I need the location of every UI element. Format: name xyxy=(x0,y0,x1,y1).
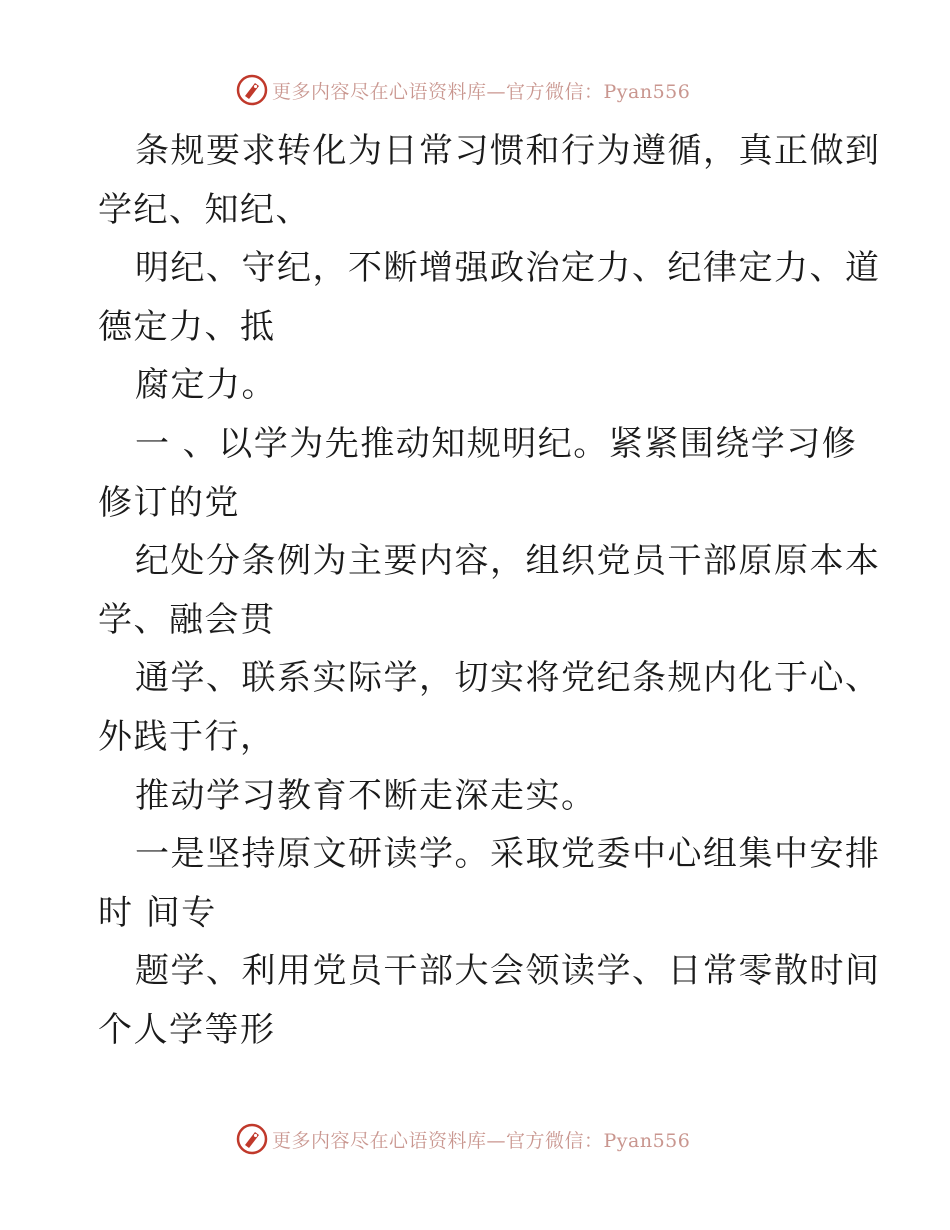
header-watermark xyxy=(236,73,690,107)
text-line: 明纪、守纪，不断增强政治定力、纪律定力、道 xyxy=(135,248,881,289)
text-line: 一 、以学为先推动知规明纪。紧紧围绕学习修 xyxy=(135,423,858,464)
text-line: 一是坚持原文研读学。采取党委中心组集中安排 xyxy=(135,834,881,875)
watermark-text: 更多内容尽在心语资料库—官方微信：Pyan556 xyxy=(272,1129,691,1152)
text-line: 题学、利用党员干部大会领读学、日常零散时间 xyxy=(135,951,881,992)
text-line: 学纪、知纪、 xyxy=(98,189,311,230)
pen-nib-logo-icon xyxy=(236,74,268,106)
pen-nib-logo-icon xyxy=(236,1123,268,1155)
text-line: 修订的党 xyxy=(98,482,240,523)
text-line: 学、融会贯 xyxy=(98,599,276,640)
footer-watermark xyxy=(236,1122,690,1156)
text-line: 腐定力。 xyxy=(135,365,277,406)
document-body xyxy=(98,122,881,1060)
text-line: 时 间专 xyxy=(98,892,217,933)
text-line: 外践于行， xyxy=(98,716,276,757)
text-line: 个人学等形 xyxy=(98,1009,276,1050)
text-line: 通学、联系实际学，切实将党纪条规内化于心、 xyxy=(135,658,881,699)
watermark-text: 更多内容尽在心语资料库—官方微信：Pyan556 xyxy=(272,80,691,103)
text-line: 德定力、抵 xyxy=(98,306,276,347)
text-line: 推动学习教育不断走深走实。 xyxy=(135,775,597,816)
text-line: 纪处分条例为主要内容，组织党员干部原原本本 xyxy=(135,541,881,582)
text-line: 条规要求转化为日常习惯和行为遵循，真正做到 xyxy=(135,131,881,171)
